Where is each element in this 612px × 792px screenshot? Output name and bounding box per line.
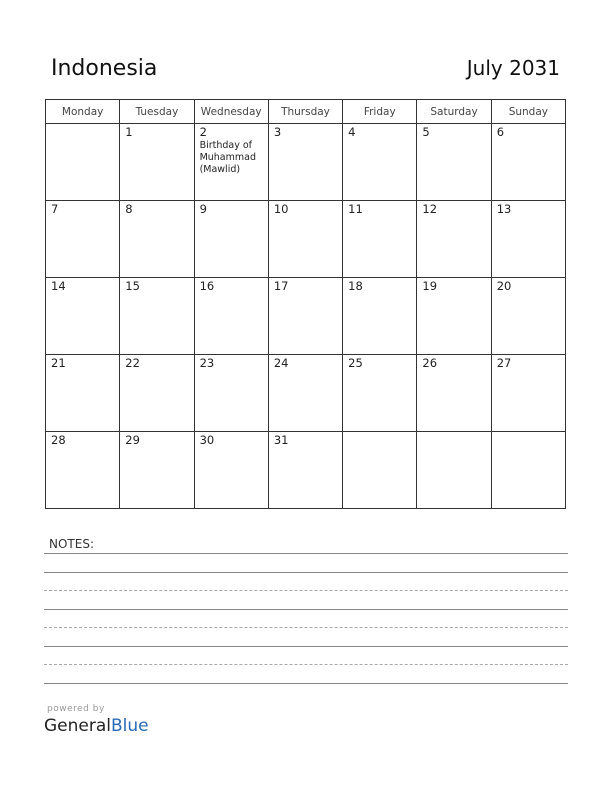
note-line [44, 590, 568, 591]
day-number: 19 [422, 279, 438, 293]
week-row [46, 201, 566, 278]
day-cell [491, 124, 565, 201]
day-number: 4 [348, 125, 356, 139]
note-line [44, 646, 568, 647]
note-line [44, 664, 568, 665]
country-title: Indonesia [51, 56, 158, 81]
day-number [417, 432, 490, 434]
note-line [44, 572, 568, 573]
day-number: 10 [273, 202, 289, 216]
weekday-header-row [46, 100, 566, 124]
day-number: 20 [496, 279, 512, 293]
day-number: 21 [51, 356, 66, 370]
day-cell [343, 355, 417, 432]
day-cell [46, 432, 120, 509]
day-number: 3 [273, 125, 282, 139]
day-cell [417, 201, 491, 278]
day-number: 9 [199, 202, 207, 216]
logo-blue: Blue [111, 716, 149, 736]
weekday-header: Friday [343, 100, 417, 124]
day-number [492, 432, 565, 434]
weekday-header: Tuesday [120, 100, 194, 124]
day-cell [343, 432, 417, 509]
day-number: 26 [422, 356, 438, 370]
day-number: 13 [496, 202, 512, 216]
day-cell [120, 278, 194, 355]
weekday-header: Saturday [417, 100, 491, 124]
day-cell [343, 201, 417, 278]
day-number: 11 [348, 202, 363, 216]
day-number: 24 [273, 356, 289, 370]
day-number: 22 [125, 356, 140, 370]
day-number: 31 [273, 433, 289, 447]
day-cell [120, 124, 194, 201]
weekday-header: Sunday [491, 100, 565, 124]
day-cell [417, 355, 491, 432]
logo-general: General [44, 716, 111, 736]
holiday-label: Birthday of Muhammad (Mawlid) [199, 140, 256, 175]
day-number: 29 [125, 433, 140, 447]
week-row [46, 432, 566, 509]
day-number: 6 [496, 125, 505, 139]
week-row [46, 355, 566, 432]
day-cell [268, 432, 342, 509]
day-number: 8 [125, 202, 133, 216]
day-cell [46, 201, 120, 278]
week-row [46, 278, 566, 355]
day-cell [120, 355, 194, 432]
month-year-title: July 2031 [466, 56, 560, 80]
day-number: 14 [51, 279, 66, 293]
day-number: 1 [125, 125, 133, 139]
day-number: 23 [199, 356, 215, 370]
day-cell [194, 201, 268, 278]
note-line [44, 609, 568, 610]
day-number: 17 [273, 279, 289, 293]
day-number: 28 [51, 433, 66, 447]
day-cell [194, 124, 268, 201]
day-cell [491, 432, 565, 509]
day-cell [417, 278, 491, 355]
day-number: 15 [125, 279, 140, 293]
notes-label: NOTES: [49, 537, 94, 551]
day-number: 16 [199, 279, 215, 293]
day-cell [417, 124, 491, 201]
day-cell [46, 124, 120, 201]
day-cell [268, 201, 342, 278]
day-cell [194, 278, 268, 355]
weekday-header: Thursday [268, 100, 342, 124]
note-line [44, 553, 568, 554]
day-number: 12 [422, 202, 438, 216]
day-cell [343, 278, 417, 355]
day-number [46, 124, 119, 126]
day-number: 5 [422, 125, 430, 139]
note-line [44, 683, 568, 684]
day-number: 18 [348, 279, 363, 293]
day-cell [343, 124, 417, 201]
calendar-grid [45, 99, 566, 509]
day-number [343, 432, 416, 434]
week-row [46, 124, 566, 201]
day-cell [491, 278, 565, 355]
day-number: 7 [51, 202, 59, 216]
day-cell [268, 124, 342, 201]
powered-by-text: powered by [47, 704, 105, 714]
day-cell [194, 355, 268, 432]
day-cell [46, 355, 120, 432]
day-cell [120, 432, 194, 509]
note-line [44, 627, 568, 628]
weekday-header: Monday [46, 100, 120, 124]
day-cell [268, 355, 342, 432]
day-cell [268, 278, 342, 355]
day-cell [120, 201, 194, 278]
day-number: 2 [199, 125, 207, 139]
day-cell [491, 355, 565, 432]
day-number: 25 [348, 356, 363, 370]
day-cell [46, 278, 120, 355]
generalblue-logo [44, 716, 149, 736]
day-cell [417, 432, 491, 509]
day-number: 27 [496, 356, 512, 370]
weekday-header: Wednesday [194, 100, 268, 124]
day-cell [491, 201, 565, 278]
day-cell [194, 432, 268, 509]
day-number: 30 [199, 433, 215, 447]
